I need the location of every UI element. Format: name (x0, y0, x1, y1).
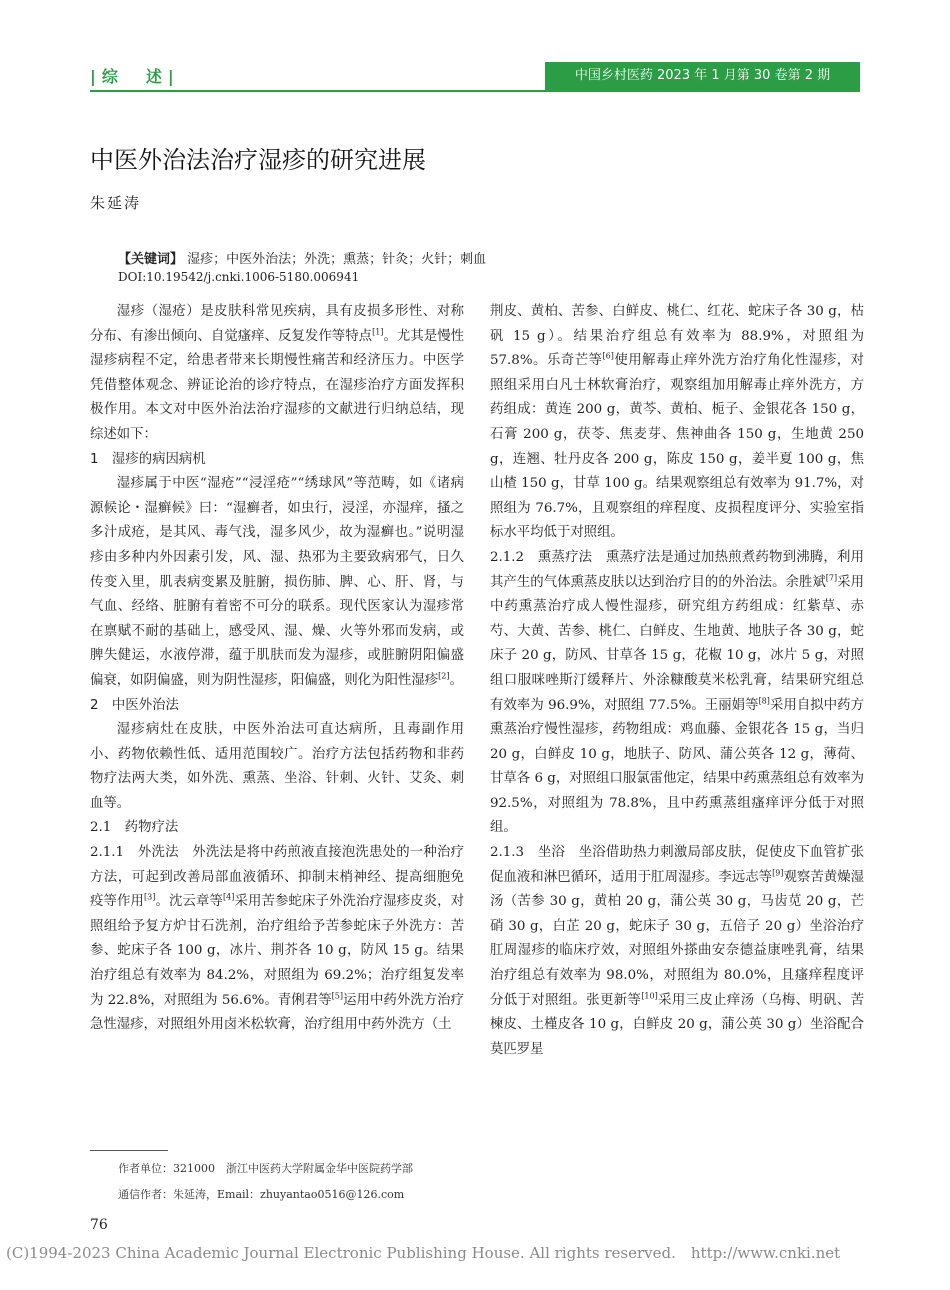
article-author: 朱延涛 (90, 194, 142, 212)
washing-paragraph: 2.1.1 外洗法 外洗法是将中药煎液直接泡洗患处的一种治疗方法，可起到改善局部血液循环、抑制末梢神经、提高细胞免疫等作用[3]。沈云章等[4]采用苦参蛇床子外洗治疗湿疹皮炎，对照组给予复方炉甘石洗剂，治疗组给予苦参蛇床子外洗方：苦参、蛇床子各 100 g，冰片、荆芥各 10 g，防风 15 g。结果治疗组总有效率为 84.2%，对照组为 69.2%；治疗组复发率为 22.8%，对照组为 56.6%。青俐君等[5]运用中药外洗方治疗急性湿疹，对照组外用卤米松软膏，治疗组用中药外洗方（土 (90, 845, 465, 1033)
keywords-line (118, 248, 486, 267)
keywords-label: 【关键词】 (118, 252, 184, 267)
external-therapy-paragraph: 湿疹病灶在皮肤，中医外治法可直达病所，且毒副作用小、药物依赖性低、适用范围较广。治疗方法包括药物和非药物疗法两大类，如外洗、熏蒸、坐浴、针刺、火针、艾灸、刺血等。 (90, 722, 464, 811)
intro-paragraph: 湿疹（湿疮）是皮肤科常见疾病，具有皮损多形性、对称分布、有渗出倾向、自觉瘙痒、反复发作等特点[1]。尤其是慢性湿疹病程不定，给患者带来长期慢性痛苦和经济压力。中医学凭借整体观念、辨证论治的诊疗特点，在湿疹治疗方面发挥积极作用。本文对中医外治法治疗湿疹的文献进行归纳总结，现综述如下： (90, 304, 465, 442)
fumigation-paragraph: 2.1.2 熏蒸疗法 熏蒸疗法是通过加热煎煮药物到沸腾，利用其产生的气体熏蒸皮肤以达到治疗目的的外治法。余胜斌[7]采用中药熏蒸治疗成人慢性湿疹，研究组方药组成：红紫草、赤芍、大黄、苦参、桃仁、白鲜皮、生地黄、地肤子各 30 g，蛇床子 20 g，防风、甘草各 15 g，花椒 10 g，冰片 5 g，对照组口服咪唑斯汀缓释片、外涂糠酸莫米松乳膏，结果研究组总有效率为 96.9%，对照组 77.5%。王丽娟等[8]采用自拟中药方熏蒸治疗慢性湿疹，药物组成：鸡血藤、金银花各 15 g，当归 20 g，白鲜皮 10 g，地肤子、防风、蒲公英各 12 g，薄荷、甘草各 6 g，对照组口服氯雷他定，结果中药熏蒸组总有效率为 92.5%，对照组为 78.8%，且中药熏蒸组瘙痒评分低于对照组。 (490, 549, 865, 836)
heading-2: 2 中医外治法 (90, 697, 179, 713)
footnote-rule (90, 1150, 168, 1151)
copyright-line: (C)1994-2023 China Academic Journal Electronic Publishing House. All rights reserved. http://www.cnki.net (6, 1244, 841, 1262)
journal-banner: 中国乡村医药 2023 年 1 月第 30 卷第 2 期 (545, 62, 860, 90)
page-number: 76 (90, 1217, 108, 1233)
etiology-paragraph: 湿疹属于中医“湿疮”“浸淫疮”“绣球风”等范畴，如《诸病源候论・湿癣候》曰：“湿癣者，如虫行，浸淫，亦湿痒，搔之多汁成疮，是其风、毒气浅，湿多风少，故为湿癣也。”说明湿疹由多种内外因素引发，风、湿、热邪为主要致病邪气，日久传变入里，肌表病变累及脏腑，损伤肺、脾、心、肝、肾，与气血、经络、脏腑有着密不可分的联系。现代医家认为湿疹常在禀赋不耐的基础上，感受风、湿、燥、火等外邪而发病，或脾失健运，水液停滞，蕴于肌肤而发为湿疹，或脏腑阴阳偏盛偏衰，如阴偏盛，则为阴性湿疹，阳偏盛，则化为阳性湿疹[2]。 (90, 476, 464, 688)
right-column (490, 300, 864, 1062)
heading-1: 1 湿疹的病因病机 (90, 451, 206, 467)
doi: DOI:10.19542/j.cnki.1006-5180.006941 (118, 270, 360, 284)
heading-2-1: 2.1 药物疗法 (90, 820, 179, 836)
article-title: 中医外治法治疗湿疹的研究进展 (90, 146, 426, 174)
header-rule (90, 90, 860, 92)
section-tag: |综 述| (90, 67, 180, 86)
sitz-bath-paragraph: 2.1.3 坐浴 坐浴借助热力刺激局部皮肤，促使皮下血管扩张促血液和淋巴循环，适用于肛周湿疹。李远志等[9]观察苦黄燥湿汤（苦参 30 g，黄柏 20 g，蒲公英 30 g，马齿苋 20 g，芒硝 30 g，白芷 20 g，蛇床子 30 g，五倍子 20 g）坐浴治疗肛周湿疹的临床疗效，对照组外搽曲安奈德益康唑乳膏，结果治疗组总有效率为 98.0%，对照组为 80.0%，且瘙痒程度评分低于对照组。张更新等[10]采用三皮止痒汤（乌梅、明矾、苦楝皮、土槿皮各 10 g，白鲜皮 20 g，蒲公英 30 g）坐浴配合莫匹罗星 (490, 845, 865, 1057)
washing-continued-paragraph: 荆皮、黄柏、苦参、白鲜皮、桃仁、红花、蛇床子各 30 g，枯矾 15 g）。结果治疗组总有效率为 88.9%，对照组为 57.8%。乐奇芒等[6]使用解毒止痒外洗方治疗角化性湿疹，对照组采用白凡士林软膏治疗，观察组加用解毒止痒外洗方，方药组成：黄连 200 g，黄芩、黄柏、栀子、金银花各 150 g，石膏 200 g，茯苓、焦麦芽、焦神曲各 150 g，生地黄 250 g，连翘、牡丹皮各 200 g，陈皮 150 g，姜半夏 100 g，焦山楂 150 g，甘草 100 g。结果观察组总有效率为 91.7%，对照组为 76.7%，且观察组的痒程度、皮损程度评分、实验室指标水平均低于对照组。 (490, 304, 864, 541)
keywords-text: 湿疹；中医外治法；外洗；熏蒸；针灸；火针；刺血 (187, 252, 487, 267)
footnote-contact: 通信作者：朱延涛，Email：zhuyantao0516@126.com (118, 1188, 405, 1201)
footnote-unit: 作者单位：321000 浙江中医药大学附属金华中医院药学部 (118, 1162, 413, 1175)
left-column (90, 300, 464, 1038)
